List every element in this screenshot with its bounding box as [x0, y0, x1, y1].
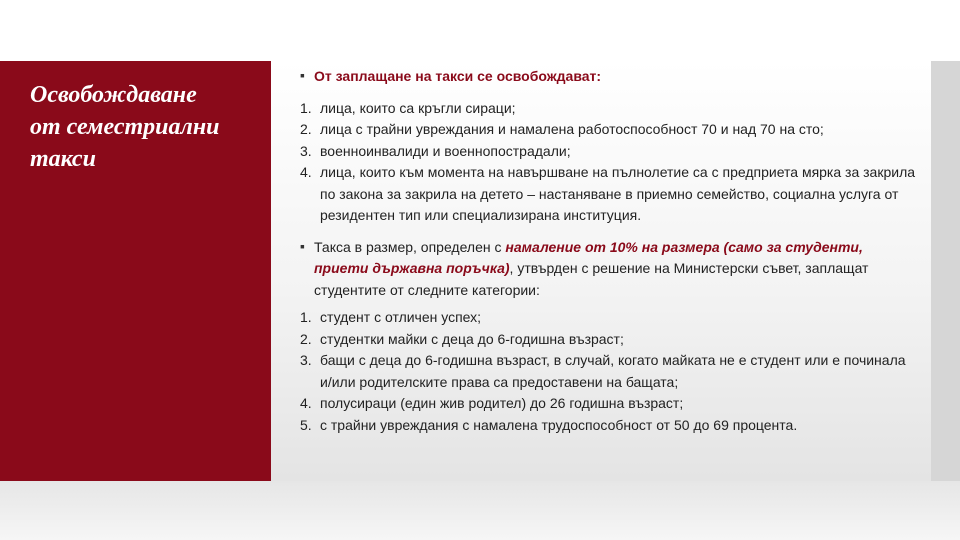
section2-list	[300, 307, 920, 436]
list-item	[300, 329, 920, 351]
list-text: бащи с деца до 6-годишна възраст, в случай, когато майката не е студент или е починала и/или родителските права са предоставени на бащата;	[320, 352, 906, 390]
list-item	[300, 98, 920, 120]
section2-intro-prefix: Такса в размер, определен с	[314, 238, 506, 255]
title-panel	[0, 61, 271, 481]
slide-body	[300, 66, 920, 436]
list-item	[300, 119, 920, 141]
section1-heading-text: От заплащане на такси се освобождават:	[314, 68, 602, 84]
square-bullet-icon: ▪	[300, 67, 305, 83]
section2-intro-suffix: , утвърден с решение на Министерски съвет, заплащат студентите от следните категории:	[314, 260, 869, 298]
list-text: военноинвалиди и военнопострадали;	[320, 142, 571, 159]
list-text: лица с трайни увреждания и намалена работоспособност 70 и над 70 на сто;	[320, 121, 824, 137]
list-item	[300, 307, 920, 329]
list-number: 4.	[300, 395, 312, 411]
list-text: студентки майки с деца до 6-годишна възраст;	[320, 330, 624, 347]
list-number: 4.	[300, 164, 312, 180]
list-number: 1.	[300, 309, 312, 325]
list-item	[300, 350, 920, 393]
list-item	[300, 393, 920, 415]
section2-intro	[300, 237, 920, 302]
section2-intro-highlight: намаление от 10% на размера (само за студенти, приети държавна поръчка)	[314, 238, 863, 276]
list-text: с трайни увреждания с намалена трудоспособност от 50 до 69 процента.	[320, 416, 798, 433]
list-text: лица, които са кръгли сираци;	[320, 99, 516, 116]
slide-title: Освобождаване от семестриални такси	[30, 82, 220, 172]
list-number: 1.	[300, 99, 312, 116]
list-number: 2.	[300, 121, 312, 137]
bottom-band	[0, 481, 960, 540]
list-number: 2.	[300, 330, 312, 347]
list-number: 5.	[300, 416, 312, 433]
list-item	[300, 162, 920, 227]
list-number: 3.	[300, 142, 312, 159]
list-item	[300, 141, 920, 163]
square-bullet-icon: ▪	[300, 237, 305, 254]
section1-list	[300, 98, 920, 227]
list-text: лица, които към момента на навършване на пълнолетие са с предприета мярка за закрила по закона за закрила на детето – настаняване в приемно семейство, социална услуга от резидентен тип или специализирана институция.	[320, 164, 916, 223]
right-strip	[931, 61, 960, 481]
list-number: 3.	[300, 352, 312, 368]
list-text: студент с отличен успех;	[320, 309, 482, 325]
section1-heading	[300, 66, 920, 88]
list-text: полусираци (един жив родител) до 26 годишна възраст;	[320, 395, 684, 411]
list-item	[300, 415, 920, 437]
